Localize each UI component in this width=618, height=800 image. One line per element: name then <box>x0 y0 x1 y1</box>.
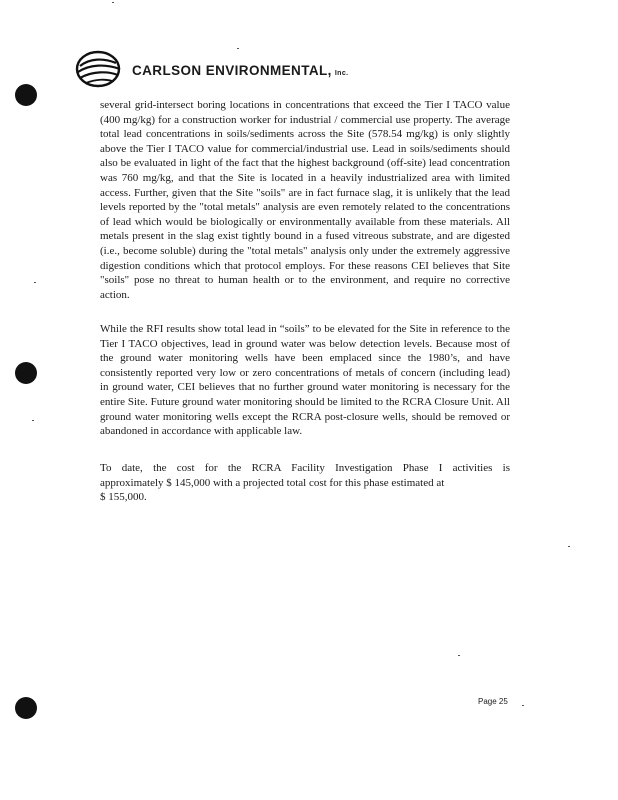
paragraph-text: While the RFI results show total lead in “soils” to be elevated for the Site in reference to the Tier I TACO objectives, lead in ground water was below detection levels. Because most of the ground water monitoring wells have been emplaced since the 1980’s, and have consistently reported very low or zero concentrations of metals of concern (including lead) in ground water, CEI believes that no further ground water monitoring is necessary for the entire Site. Future ground water monitoring should be limited to the RCRA Closure Unit. All ground water monitoring wells except the RCRA post-closure wells, should be removed or abandoned in accordance with applicable law. <box>100 323 510 438</box>
paragraph-line-2: approximately $ 145,000 with a projected total cost for this phase estimated at <box>100 476 445 489</box>
body-paragraph-1 <box>100 98 510 302</box>
scan-speck <box>237 48 239 49</box>
company-suffix: Inc. <box>334 70 349 77</box>
carlson-globe-logo-icon <box>74 50 126 88</box>
paragraph-line-1: To date, the cost for the RCRA Facility Investigation Phase I activities is <box>100 462 510 474</box>
binder-hole-bottom <box>15 697 37 719</box>
body-paragraph-3 <box>100 461 510 505</box>
body-paragraph-2 <box>100 322 510 439</box>
scan-speck <box>522 705 524 706</box>
scan-speck <box>32 420 34 421</box>
page-number: Page 25 <box>478 697 508 706</box>
scan-speck <box>458 655 460 656</box>
paragraph-line-3: $ 155,000. <box>100 491 147 504</box>
scan-speck <box>112 2 114 3</box>
scan-speck <box>568 546 570 547</box>
binder-hole-middle <box>15 362 37 384</box>
scan-speck <box>34 282 36 283</box>
company-name <box>132 63 348 78</box>
company-name-text: CARLSON ENVIRONMENTAL, <box>132 63 332 78</box>
binder-hole-top <box>15 84 37 106</box>
paragraph-text: several grid-intersect boring locations in concentrations that exceed the Tier I TACO value (400 mg/kg) for a construction worker for industrial / commercial use property. The average total lead concentrations in soils/sediments across the Site (578.54 mg/kg) is only slightly above the Tier I TACO value for commercial/industrial use. Lead in soils/sediments should also be evaluated in light of the fact that the highest background (off-site) lead concentration was 760 mg/kg, and that the Site is located in a heavily industrialized area with limited access. Further, given that the Site "soils" are in fact furnace slag, it is unlikely that the lead levels reported by the "total metals" analysis are even remotely related to the concentrations of lead which would be biologically or environmentally available from these materials. All metals present in the slag exist tightly bound in a fused vitreous substrate, and are digested (i.e., become soluble) during the "total metals" analysis only under the extremely aggressive digestion conditions which that protocol employs. For these reasons CEI believes that Site "soils" pose no threat to human health or to the environment, and require no corrective action. <box>100 99 510 301</box>
letterhead <box>74 50 394 90</box>
